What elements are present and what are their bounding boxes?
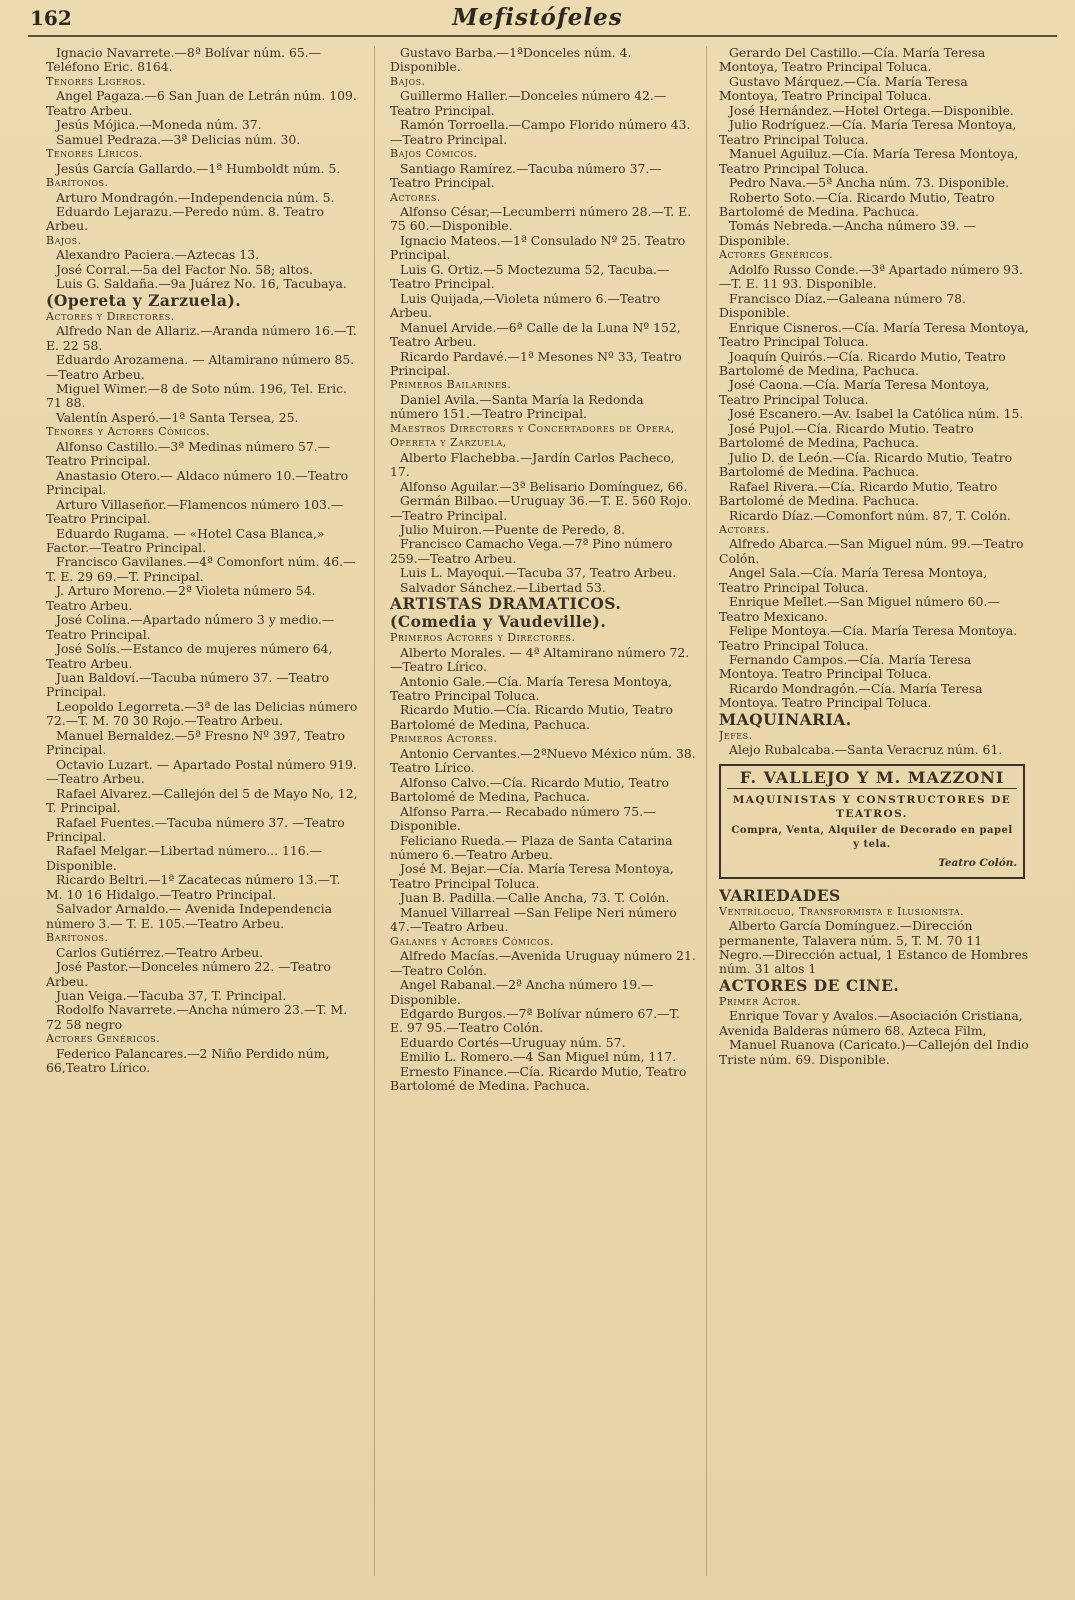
section-subheading: Actores Genéricos.: [719, 248, 834, 262]
listing-entry: Angel Sala.—Cía. María Teresa Montoya, Teatro Principal Toluca.: [719, 565, 988, 595]
listing-entry: Fernando Campos.—Cía. María Teresa Montoya. Teatro Principal Toluca.: [719, 652, 972, 682]
listing-entry: Luis L. Mayoqui.—Tacuba 37, Teatro Arbeu.: [400, 565, 677, 581]
listing-entry: Alfonso César,—Lecumberri número 28.—T. E. 75 60.—Disponible.: [390, 203, 692, 234]
section-subheading: Actores Genéricos.: [46, 1032, 161, 1046]
listing-entry: Manuel Aguiluz.—Cía. María Teresa Montoya, Teatro Principal Toluca.: [719, 146, 1019, 176]
listing-entry: Manuel Ruanova (Caricato.)—Callejón del Indio Triste núm. 69. Disponible.: [719, 1037, 1029, 1067]
listing-entry: Francisco Díaz.—Galeana número 78. Disponible.: [719, 290, 966, 321]
section-subheading: Tenores Líricos.: [46, 147, 143, 161]
listing-entry: Ricardo Pardavé.—1ª Mesones Nº 33, Teatro Principal.: [390, 348, 682, 378]
listing-entry: Carlos Gutiérrez.—Teatro Arbeu.: [56, 944, 264, 960]
ad-rule: [727, 788, 1017, 789]
section-heading: ARTISTAS DRAMATICOS.: [390, 594, 622, 614]
listing-entry: Ramón Torroella.—Campo Florido número 43.—Teatro Principal.: [390, 117, 691, 147]
listing-entry: Guillermo Haller.—Donceles número 42.—Teatro Principal.: [390, 88, 667, 118]
ad-title: F. VALLEJO Y M. MAZZONI: [739, 767, 1005, 787]
page-number: 162: [30, 6, 72, 30]
listing-entry: Arturo Villaseñor.—Flamencos número 103.—Teatro Principal.: [46, 496, 344, 527]
section-subheading: Bajos.: [46, 233, 82, 247]
listing-entry: Alfonso Castillo.—3ª Medinas número 57.—Teatro Principal.: [46, 438, 331, 469]
listing-entry: José M. Bejar.—Cía. María Teresa Montoya, Teatro Principal Toluca.: [390, 861, 674, 891]
listing-entry: Ricardo Beltri.—1ª Zacatecas número 13.—T. M. 10 16 Hidalgo.—Teatro Principal.: [46, 872, 341, 902]
listing-entry: Manuel Villarreal —San Felipe Neri número 47.—Teatro Arbeu.: [390, 904, 677, 935]
header-rule: [28, 35, 1057, 37]
section-subheading: Galanes y Actores Cómicos.: [390, 934, 555, 948]
listing-entry: José Pujol.—Cía. Ricardo Mutio. Teatro Bartolomé de Medina, Pachuca.: [719, 420, 974, 451]
listing-entry: Valentín Asperó.—1ª Santa Tersea, 25.: [56, 409, 299, 425]
listing-entry: Rodolfo Navarrete.—Ancha número 23.—T. M. 72 58 negro: [46, 1002, 348, 1032]
listing-entry: Alfredo Macías.—Avenida Uruguay número 21.—Teatro Colón.: [390, 948, 696, 978]
listing-entry: Daniel Avila.—Santa María la Redonda número 151.—Teatro Principal.: [390, 391, 644, 422]
listing-entry: Arturo Mondragón.—Independencia núm. 5.: [56, 189, 335, 205]
page-header: [0, 2, 1075, 36]
listing-entry: Luis Quijada,—Violeta número 6.—Teatro Arbeu.: [390, 290, 661, 321]
section-subheading: Jefes.: [719, 728, 753, 742]
listing-entry: Luis G. Ortiz.—5 Moctezuma 52, Tacuba.—Teatro Principal.: [390, 261, 670, 292]
listing-entry: Germán Bilbao.—Uruguay 36.—T. E. 560 Rojo.—Teatro Principal.: [390, 493, 692, 523]
section-subheading: Tenores y Actores Cómicos.: [46, 425, 211, 439]
section-heading: (Opereta y Zarzuela).: [46, 290, 242, 310]
section-subheading: Barítonos.: [46, 176, 109, 190]
listing-entry: José Caona.—Cía. María Teresa Montoya, Teatro Principal Toluca.: [719, 377, 990, 407]
listing-entry: Julio Muiron.—Puente de Peredo, 8.: [400, 521, 626, 537]
ad-subtitle: MAQUINISTAS Y CONSTRUCTORES DE TEATROS.: [732, 794, 1012, 821]
listing-entry: Ricardo Díaz.—Comonfort núm. 87, T. Colón.: [729, 507, 1011, 523]
listing-entry: Santiago Ramírez.—Tacuba número 37.—Teatro Principal.: [390, 160, 662, 191]
section-subheading: Primer Actor.: [719, 994, 802, 1008]
listing-entry: Samuel Pedraza.—3ª Delicias núm. 30.: [56, 131, 301, 147]
listing-entry: Gustavo Barba.—1ªDonceles núm. 4. Disponible.: [390, 46, 632, 75]
section-heading: ACTORES DE CINE.: [719, 975, 900, 995]
advertisement-box: [719, 764, 1025, 879]
listing-entry: Alfonso Aguilar.—3ª Belisario Domínguez, 66.: [400, 478, 688, 494]
listing-entry: Salvador Arnaldo.— Avenida Independencia número 3.— T. E. 105.—Teatro Arbeu.: [46, 901, 333, 931]
listing-entry: Juan B. Padilla.—Calle Ancha, 73. T. Colón.: [400, 890, 670, 906]
column-divider: [706, 46, 707, 1576]
listing-entry: Francisco Camacho Vega.—7ª Pino número 259.—Teatro Arbeu.: [390, 536, 673, 566]
section-subheading: Primeros Bailarines.: [390, 378, 512, 392]
listing-entry: Octavio Luzart. — Apartado Postal número 919.—Teatro Arbeu.: [46, 756, 357, 787]
listing-entry: Leopoldo Legorreta.—3ª de las Delicias número 72.—T. M. 70 30 Rojo.—Teatro Arbeu.: [46, 698, 358, 729]
section-subheading: Bajos Cómicos.: [390, 147, 478, 161]
listing-entry: Ignacio Mateos.—1ª Consulado Nº 25. Teatro Principal.: [390, 232, 686, 263]
listing-entry: Felipe Montoya.—Cía. María Teresa Montoya. Teatro Principal Toluca.: [719, 623, 1018, 653]
listing-entry: José Pastor.—Donceles número 22. —Teatro Arbeu.: [46, 959, 331, 989]
listing-entry: Roberto Soto.—Cía. Ricardo Mutio, Teatro Bartolomé de Medina. Pachuca.: [719, 189, 995, 219]
listing-entry: Juan Baldoví.—Tacuba número 37. —Teatro Principal.: [46, 670, 330, 700]
listing-entry: José Solís.—Estanco de mujeres número 64, Teatro Arbeu.: [46, 641, 333, 671]
listing-entry: José Hernández.—Hotel Ortega.—Disponible.: [729, 102, 1014, 118]
listing-entry: Julio Rodríguez.—Cía. María Teresa Montoya, Teatro Principal Toluca.: [719, 117, 1017, 147]
listing-entry: Enrique Mellet.—San Miguel número 60.—Teatro Mexicano.: [719, 594, 1000, 624]
column-middle: [390, 46, 696, 1596]
listing-entry: Pedro Nava.—5ª Ancha núm. 73. Disponible.: [729, 175, 1010, 191]
listing-entry: Rafael Alvarez.—Callejón del 5 de Mayo No, 12, T. Principal.: [46, 785, 358, 816]
section-subheading: Actores.: [390, 190, 441, 204]
listing-entry: Ignacio Navarrete.—8ª Bolívar núm. 65.—Teléfono Eric. 8164.: [46, 46, 322, 75]
listing-entry: Rafael Melgar.—Libertad número... 116.—Disponible.: [46, 843, 322, 873]
listing-entry: Eduardo Rugama. — «Hotel Casa Blanca,» Factor.—Teatro Principal.: [46, 525, 325, 555]
listing-entry: José Escanero.—Av. Isabel la Católica núm. 15.: [729, 406, 1024, 422]
section-subheading: Maestros Directores y Concertadores de Opera, Opereta y Zarzuela,: [390, 421, 675, 450]
section-subheading: Primeros Actores.: [390, 732, 498, 746]
listing-entry: Joaquín Quirós.—Cía. Ricardo Mutio, Teatro Bartolomé de Medina, Pachuca.: [719, 348, 1006, 378]
listing-entry: Enrique Cisneros.—Cía. María Teresa Montoya, Teatro Principal Toluca.: [719, 319, 1029, 350]
listing-entry: Alfonso Parra.— Recabado número 75.—Disponible.: [390, 803, 656, 834]
listing-entry: Alfonso Calvo.—Cía. Ricardo Mutio, Teatro Bartolomé de Medina, Pachuca.: [390, 774, 670, 805]
listing-entry: Eduardo Cortés—Uruguay núm. 57.: [400, 1034, 626, 1050]
listing-entry: Rafael Rivera.—Cía. Ricardo Mutio, Teatro Bartolomé de Medina. Pachuca.: [719, 478, 998, 509]
listing-entry: Miguel Wimer.—8 de Soto núm. 196, Tel. Eric. 71 88.: [46, 380, 347, 411]
listing-entry: Alexandro Paciera.—Aztecas 13.: [56, 247, 260, 263]
listing-entry: Alberto Morales. — 4ª Altamirano número 72.—Teatro Lírico.: [390, 644, 690, 675]
listing-entry: Eduardo Lejarazu.—Peredo núm. 8. Teatro Arbeu.: [46, 203, 324, 234]
listing-entry: Angel Rabanal.—2ª Ancha número 19.—Disponible.: [390, 977, 654, 1007]
section-heading: MAQUINARIA.: [719, 709, 852, 729]
listing-entry: Jesús García Gallardo.—1ª Humboldt núm. 5.: [56, 160, 341, 176]
listing-entry: Alfredo Abarca.—San Miguel núm. 99.—Teatro Colón.: [719, 536, 1024, 566]
column-right: [719, 46, 1029, 1596]
listing-entry: Ricardo Mondragón.—Cía. María Teresa Montoya. Teatro Principal Toluca.: [719, 680, 983, 711]
listing-entry: Ricardo Mutio.—Cía. Ricardo Mutio, Teatro Bartolomé de Medina, Pachuca.: [390, 702, 673, 732]
listing-entry: Emilio L. Romero.—4 San Miguel núm, 117.: [400, 1049, 677, 1065]
listing-entry: Julio D. de León.—Cía. Ricardo Mutio, Teatro Bartolomé de Medina. Pachuca.: [719, 449, 1013, 480]
listing-entry: Gustavo Márquez.—Cía. María Teresa Montoya, Teatro Principal Toluca.: [719, 73, 968, 104]
section-subheading: Actores y Directores.: [46, 309, 175, 323]
listing-entry: Alberto García Domínguez.—Dirección permanente, Talavera núm. 5, T. M. 70 11 Negro.—Dirección actual, 1 Estanco de Hombres núm. 31 altos 1: [719, 918, 1029, 977]
listing-entry: Jesús Mójica.—Moneda núm. 37.: [56, 117, 262, 133]
section-subheading: Primeros Actores y Directores.: [390, 631, 576, 645]
listing-entry: J. Arturo Moreno.—2ª Violeta número 54. Teatro Arbeu.: [46, 583, 316, 613]
section-heading: (Comedia y Vaudeville).: [390, 612, 607, 632]
listing-entry: Alejo Rubalcaba.—Santa Veracruz núm. 61.: [729, 742, 1003, 758]
section-heading: VARIEDADES: [719, 885, 841, 905]
listing-entry: Enrique Tovar y Avalos.—Asociación Cristiana, Avenida Balderas número 68. Azteca Film,: [719, 1008, 1023, 1038]
listing-entry: Antonio Cervantes.—2ªNuevo México núm. 38. Teatro Lírico.: [390, 745, 696, 776]
listing-entry: Salvador Sánchez.—Libertad 53.: [400, 579, 606, 595]
listing-entry: Alfredo Nan de Allariz.—Aranda número 16.—T. E. 22 58.: [46, 323, 357, 353]
ad-footer: Teatro Colón.: [938, 857, 1017, 870]
masthead-title: Mefistófeles: [452, 4, 623, 31]
listing-entry: Feliciano Rueda.— Plaza de Santa Catarina número 6.—Teatro Arbeu.: [390, 832, 673, 863]
listing-entry: Francisco Gavilanes.—4ª Comonfort núm. 46.—T. E. 29 69.—T. Principal.: [46, 554, 356, 584]
column-left: [46, 46, 358, 1596]
ad-tagline: Compra, Venta, Alquiler de Decorado en papel y tela.: [731, 825, 1013, 851]
section-subheading: Tenores Ligeros.: [46, 74, 146, 88]
listing-entry: Gerardo Del Castillo.—Cía. María Teresa Montoya, Teatro Principal Toluca.: [719, 46, 986, 75]
listing-entry: Rafael Fuentes.—Tacuba número 37. —Teatro Principal.: [46, 814, 345, 845]
listing-entry: Manuel Arvide.—6ª Calle de la Luna Nº 152, Teatro Arbeu.: [390, 319, 681, 350]
column-divider: [374, 46, 375, 1576]
listing-entry: Ernesto Finance.—Cía. Ricardo Mutio, Teatro Bartolomé de Medina. Pachuca.: [390, 1063, 687, 1094]
listing-entry: Manuel Bernaldez.—5ª Fresno Nº 397, Teatro Principal.: [46, 727, 345, 758]
listing-entry: José Colina.—Apartado número 3 y medio.—Teatro Principal.: [46, 612, 335, 642]
listing-entry: Juan Veiga.—Tacuba 37, T. Principal.: [56, 988, 287, 1003]
listing-entry: Tomás Nebreda.—Ancha número 39. —Disponible.: [719, 218, 976, 248]
listing-entry: Federico Palancares.—2 Niño Perdido núm, 66,Teatro Lírico.: [46, 1045, 330, 1076]
listing-entry: Alberto Flachebba.—Jardín Carlos Pacheco, 17.: [390, 449, 675, 480]
section-subheading: Actores.: [719, 522, 770, 536]
listing-entry: Angel Pagaza.—6 San Juan de Letrán núm. 109. Teatro Arbeu.: [46, 88, 357, 118]
listing-entry: Eduardo Arozamena. — Altamirano número 85.—Teatro Arbeu.: [46, 352, 355, 382]
section-subheading: Bajos.: [390, 74, 426, 88]
listing-entry: José Corral.—5a del Factor No. 58; altos.: [56, 261, 314, 277]
section-subheading: Ventrílocuo, Transformista e Ilusionista.: [719, 904, 965, 918]
listing-entry: Edgardo Burgos.—7ª Bolívar número 67.—T. E. 97 95.—Teatro Colón.: [390, 1006, 680, 1036]
listing-entry: Adolfo Russo Conde.—3ª Apartado número 93.—T. E. 11 93. Disponible.: [719, 261, 1023, 292]
listing-entry: Luis G. Saldaña.—9a Juárez No. 16, Tacubaya.: [56, 276, 347, 292]
section-subheading: Barítonos.: [46, 931, 109, 945]
listing-entry: Antonio Gale.—Cía. María Teresa Montoya, Teatro Principal Toluca.: [390, 673, 673, 704]
listing-entry: Anastasio Otero.— Aldaco número 10.—Teatro Principal.: [46, 467, 349, 498]
